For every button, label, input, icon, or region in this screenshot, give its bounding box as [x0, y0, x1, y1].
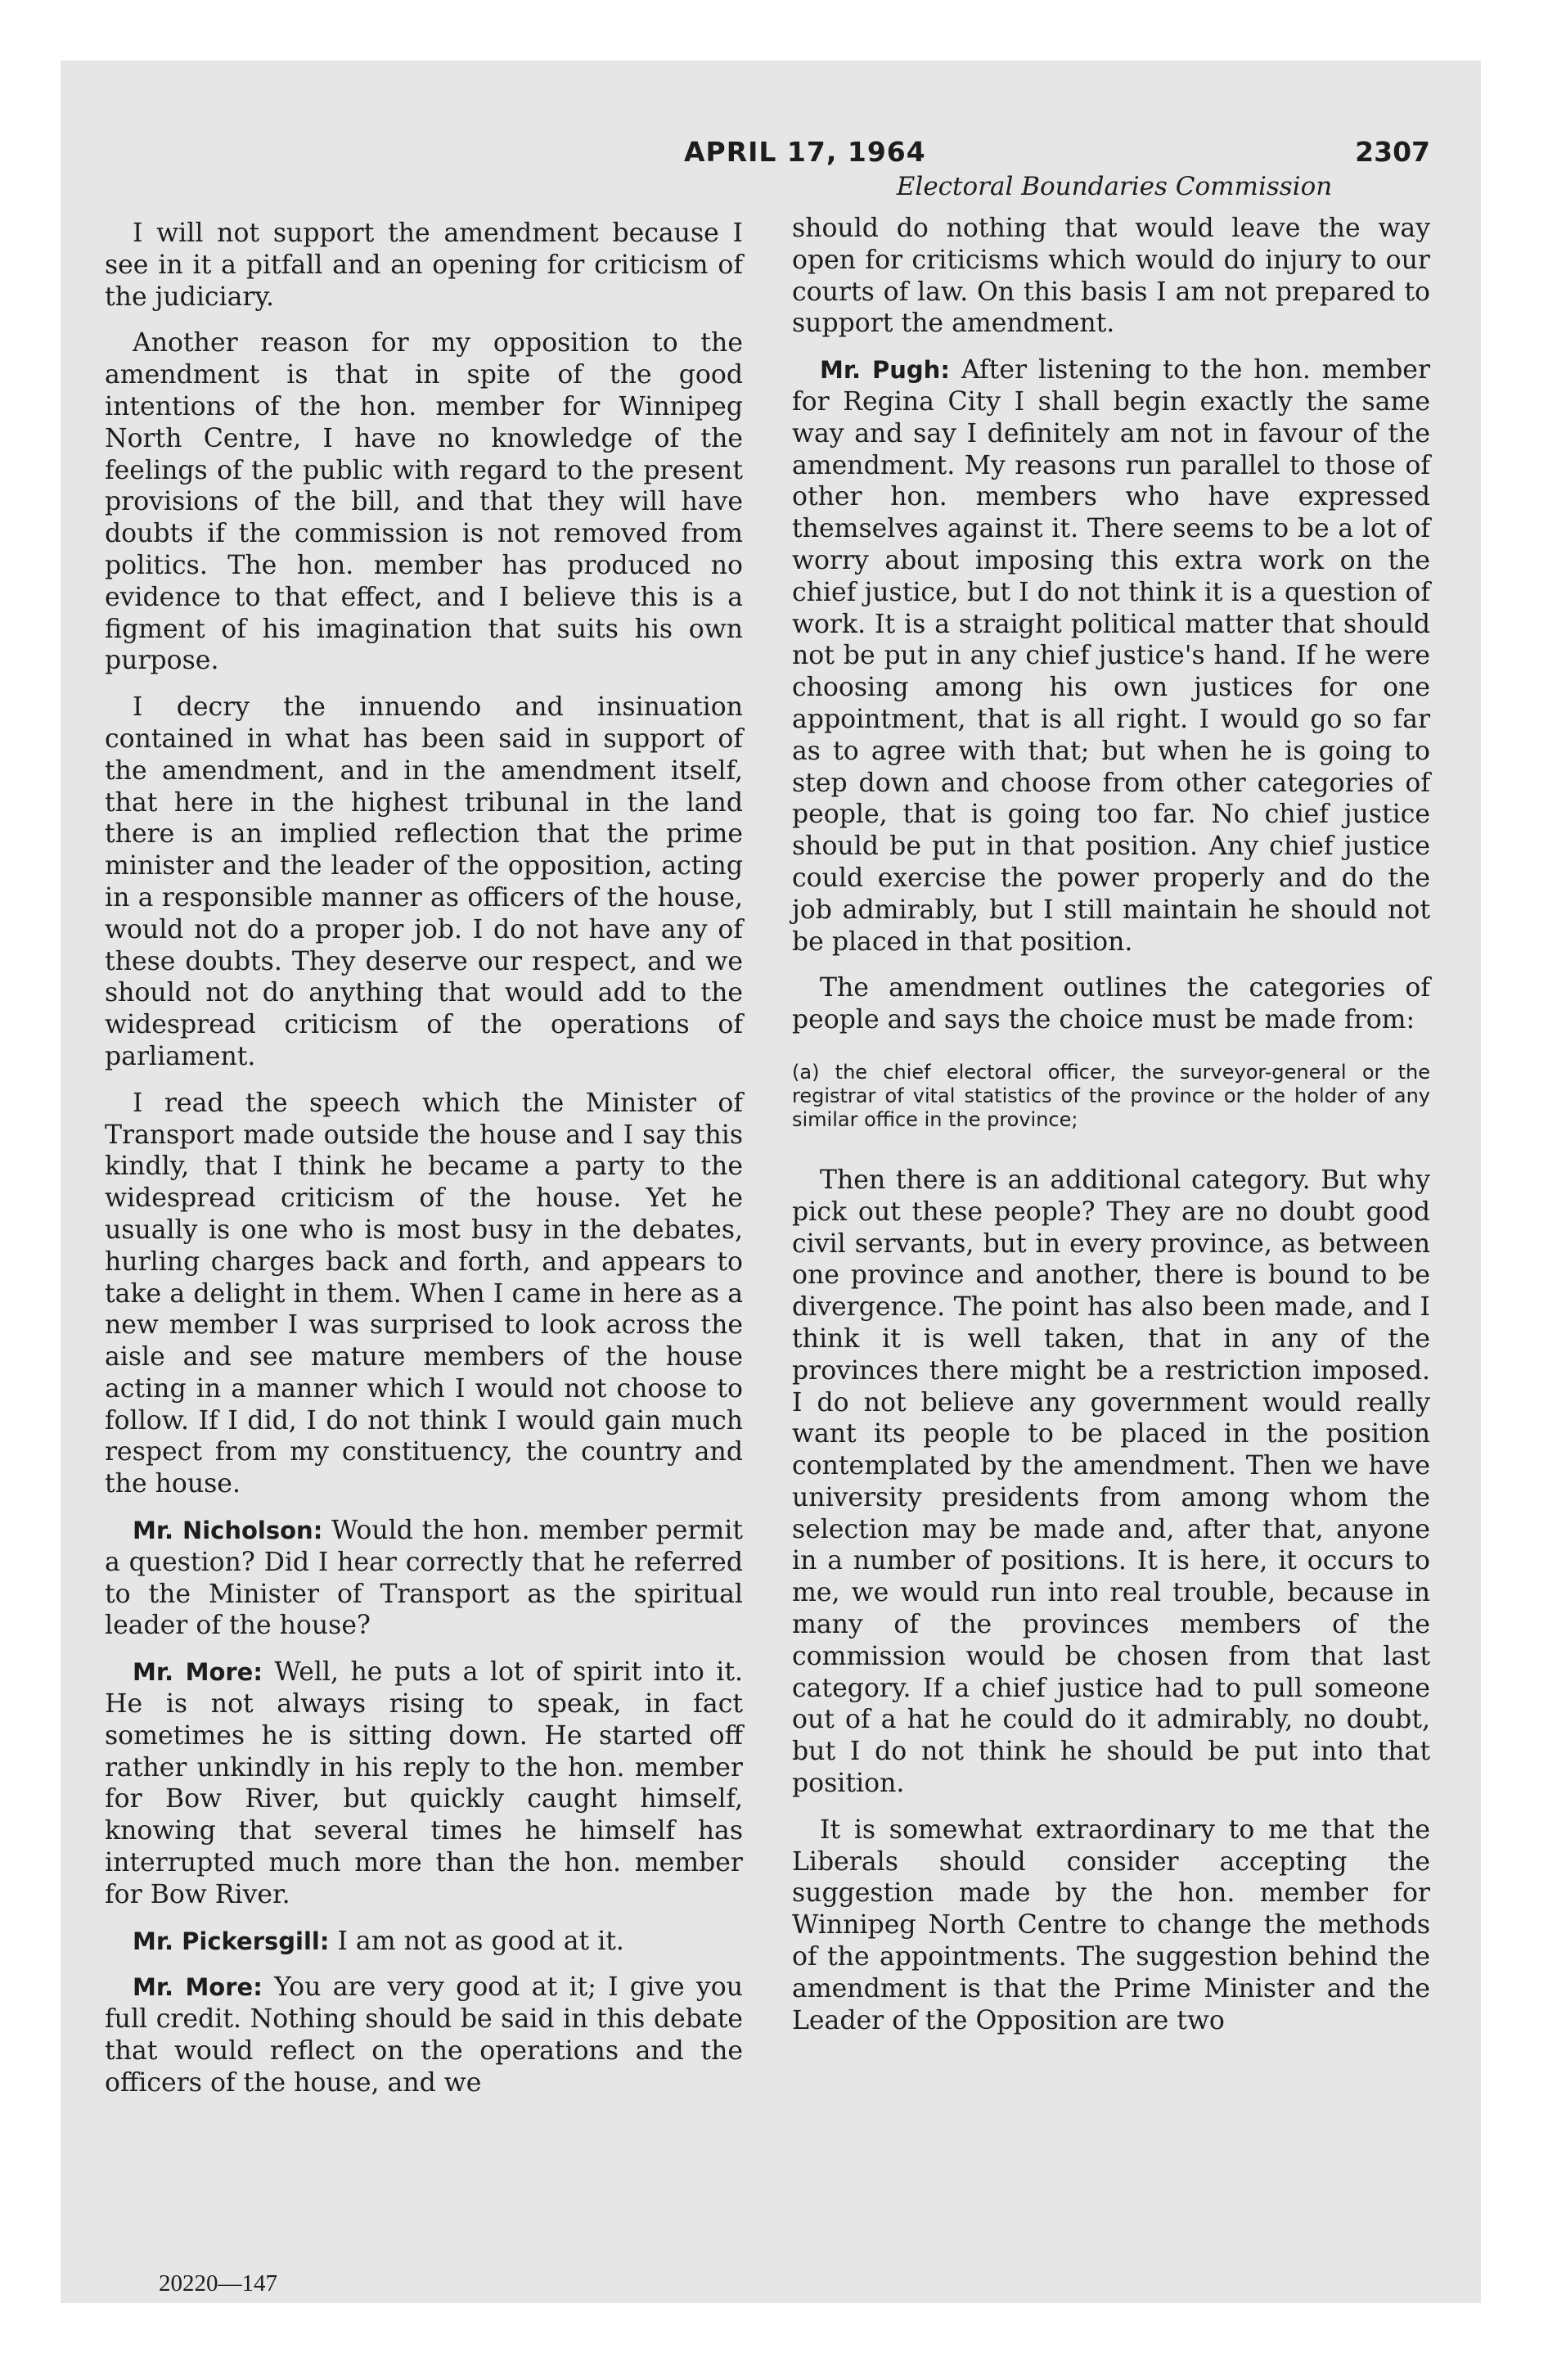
- page: [61, 61, 1481, 2303]
- paragraph: The amendment outlines the categories of people and says the choice must be made from:: [792, 973, 1430, 1035]
- page-number: 2307: [1355, 136, 1430, 168]
- speech-paragraph: [105, 1657, 743, 1910]
- speech-text: Would the hon. member permit a question? Did I hear correctly that he referred to the Minister of Transport as the spiritual leader of the house?: [105, 1516, 743, 1641]
- speech-text: You are very good at it; I give you full credit. Nothing should be said in this debate that would reflect on the operations and the officers of the house, and we: [105, 1972, 743, 2098]
- quoted-amendment: (a) the chief electoral officer, the surveyor-general or the registrar of vital statistics of the province or the holder of any similar office in the province;: [792, 1060, 1430, 1131]
- paragraph: It is somewhat extraordinary to me that the Liberals should consider accepting the suggestion made by the hon. member for Winnipeg North Centre to change the methods of the appointments. The suggestion behind the amendment is that the Prime Minister and the Leader of the Opposition are two: [792, 1814, 1430, 2035]
- paragraph: should do nothing that would leave the way open for criticisms which would do injury to our courts of law. On this basis I am not prepared to support the amendment.: [792, 214, 1430, 339]
- page-date: APRIL 17, 1964: [684, 136, 926, 168]
- speech-paragraph: [105, 1972, 743, 2098]
- speaker-name: Mr. Pugh:: [820, 356, 950, 385]
- speaker-name: Mr. More:: [133, 1658, 263, 1687]
- left-column: [105, 218, 743, 2114]
- paragraph: I decry the innuendo and insinuation contained in what has been said in support of the amendment, and in the amendment itself, that here in the highest tribunal in the land there is an implied reflection that the prime minister and the leader of the opposition, acting in a responsible manner as officers of the house, would not do a proper job. I do not have any of these doubts. They deserve our respect, and we should not do anything that would add to the widespread criticism of the operations of parliament.: [105, 692, 743, 1071]
- paragraph: I read the speech which the Minister of Transport made outside the house and I say this kindly, that I think he became a party to the widespread criticism of the house. Yet he usually is one who is most busy in the debates, hurling charges back and forth, and appears to take a delight in them. When I came in here as a new member I was surprised to look across the aisle and see mature members of the house acting in a manner which I would not choose to follow. If I did, I do not think I would gain much respect from my constituency, the country and the house.: [105, 1088, 743, 1499]
- paragraph: I will not support the amendment because I see in it a pitfall and an opening for criticism of the judiciary.: [105, 219, 743, 312]
- speech-paragraph: [105, 1926, 743, 1958]
- speech-text: After listening to the hon. member for Regina City I shall begin exactly the same way and say I definitely am not in favour of the amendment. My reasons run parallel to those of other hon. members who have expressed themselves against it. There seems to be a lot of worry about imposing this extra work on the chief justice, but I do not think it is a question of work. It is a straight political matter that should not be put in any chief justice's hand. If he were choosing among his own justices for one appointment, that is all right. I would go so far as to agree with that; but when he is going to step down and choose from other categories of people, that is going too far. No chief justice should be put in that position. Any chief justice could exercise the power properly and do the job admirably, but I still maintain he should not be placed in that position.: [792, 355, 1430, 957]
- footer-code: 20220—147: [159, 2270, 277, 2297]
- speech-text: Well, he puts a lot of spirit into it. He is not always rising to speak, in fact sometimes he is sitting down. He started off rather unkindly in his reply to the hon. member for Bow River, but quickly caught himself, knowing that several times he himself has interrupted much more than the hon. member for Bow River.: [105, 1657, 743, 1909]
- speech-text: I am not as good at it.: [337, 1926, 624, 1956]
- paragraph: Another reason for my opposition to the amendment is that in spite of the good intentions of the hon. member for Winnipeg North Centre, I have no knowledge of the feelings of the public with regard to the present provisions of the bill, and that they will have doubts if the commission is not removed from politics. The hon. member has produced no evidence to that effect, and I believe this is a figment of his imagination that suits his own purpose.: [105, 328, 743, 676]
- speech-paragraph: [105, 1515, 743, 1642]
- running-title: Electoral Boundaries Commission: [896, 172, 1333, 201]
- speaker-name: Mr. Pickersgill:: [133, 1927, 330, 1955]
- speaker-name: Mr. More:: [133, 1973, 263, 2002]
- paragraph: Then there is an additional category. But why pick out these people? They are no doubt good civil servants, but in every province, as between one province and another, there is bound to be divergence. The point has also been made, and I think it is well taken, that in any of the provinces there might be a restriction imposed. I do not believe any government would really want its people to be placed in the position contemplated by the amendment. Then we have university presidents from among whom the selection may be made and, after that, anyone in a number of positions. It is here, it occurs to me, we would run into real trouble, because in many of the provinces members of the commission would be chosen from that last category. If a chief justice had to pull someone out of a hat he could do it admirably, no doubt, but I do not think he should be put into that position.: [792, 1165, 1430, 1799]
- speech-paragraph: [792, 354, 1430, 958]
- right-column: [792, 213, 1430, 2051]
- speaker-name: Mr. Nicholson:: [133, 1517, 323, 1545]
